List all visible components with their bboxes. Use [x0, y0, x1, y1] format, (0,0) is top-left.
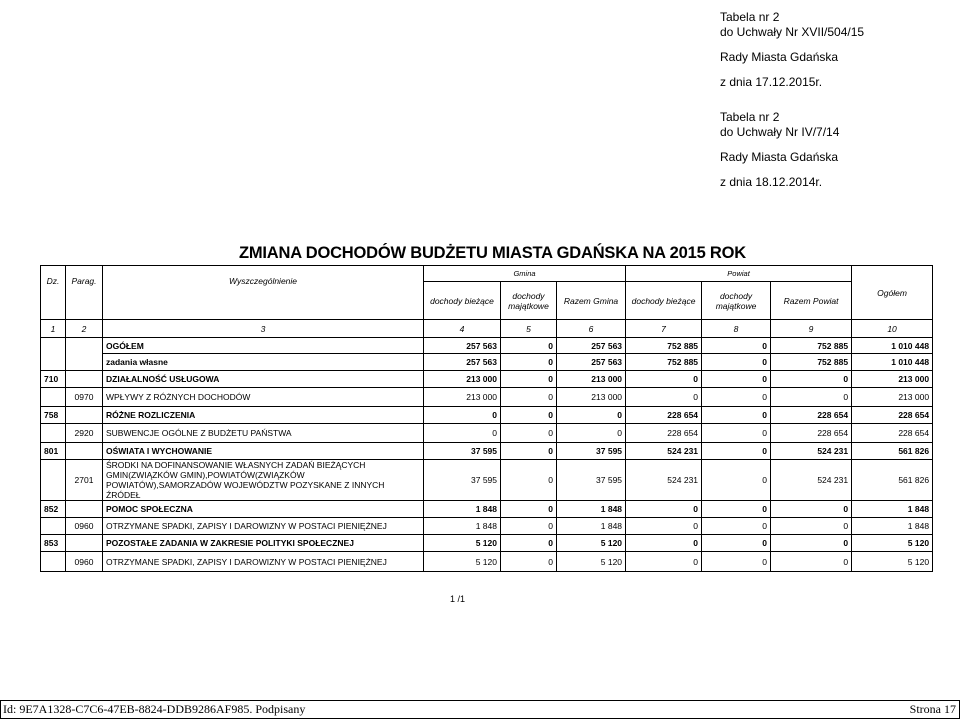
column-number: 7	[626, 320, 702, 338]
section-code: 801	[41, 443, 66, 460]
section-row	[41, 371, 933, 388]
paragraph-code: 0970	[66, 388, 103, 407]
cell-value: 752 885	[771, 338, 852, 354]
page-title: ZMIANA DOCHODÓW BUDŻETU MIASTA GDAŃSKA NA 2015 ROK	[239, 244, 747, 262]
cell-value: 0	[771, 388, 852, 407]
cell-value: 37 595	[424, 460, 501, 501]
col-header-powiat-capital: dochody majątkowe	[702, 282, 771, 320]
cell-value: 0	[501, 354, 557, 371]
header-line: Rady Miasta Gdańska	[720, 150, 839, 164]
column-number: 5	[501, 320, 557, 338]
cell-value: 752 885	[626, 354, 702, 371]
section-row	[41, 407, 933, 424]
cell-value: 524 231	[626, 443, 702, 460]
cell-value: 5 120	[424, 535, 501, 552]
row-label: POMOC SPOŁECZNA	[103, 501, 424, 518]
resolution-header	[720, 10, 864, 190]
cell-value: 5 120	[424, 552, 501, 572]
row-label: OTRZYMANE SPADKI, ZAPISY I DAROWIZNY W POSTACI PIENIĘŻNEJ	[103, 518, 424, 535]
cell-value: 0	[626, 535, 702, 552]
cell-value: 0	[771, 501, 852, 518]
row-label: OGÓŁEM	[103, 338, 424, 354]
column-number: 2	[66, 320, 103, 338]
cell-value: 213 000	[852, 388, 933, 407]
header-line: Rady Miasta Gdańska	[720, 50, 839, 64]
cell-value: 0	[501, 407, 557, 424]
page-indicator: Strona 17	[909, 702, 956, 716]
cell-value: 0	[702, 371, 771, 388]
col-header-powiat-total: Razem Powiat	[771, 282, 852, 320]
budget-table	[40, 265, 933, 572]
group-header-powiat: Powiat	[626, 266, 852, 282]
cell-value: 0	[501, 460, 557, 501]
cell-value: 0	[702, 424, 771, 443]
cell-value: 0	[702, 501, 771, 518]
cell-value: 0	[501, 443, 557, 460]
cell-value: 0	[501, 424, 557, 443]
header-line: z dnia 18.12.2014r.	[720, 175, 823, 189]
cell-value: 0	[702, 460, 771, 501]
cell-value: 524 231	[771, 443, 852, 460]
row-label: ŚRODKI NA DOFINANSOWANIE WŁASNYCH ZADAŃ BIEŻĄCYCH GMIN(ZWIĄZKÓW GMIN),POWIATÓW(ZWIĄZKÓW POWIATÓW),SAMORZADÓW WOJEWÓDZTW POZYSKANE Z INNYCH ŹRÓDEŁ	[103, 460, 424, 501]
header-line: do Uchwały Nr IV/7/14	[720, 125, 840, 139]
cell-value: 0	[771, 371, 852, 388]
table-row	[41, 354, 933, 371]
cell-value: 0	[424, 424, 501, 443]
cell-value: 5 120	[557, 552, 626, 572]
cell-value: 257 563	[557, 338, 626, 354]
cell-value: 0	[501, 552, 557, 572]
table-row	[41, 338, 933, 354]
cell-value: 228 654	[852, 424, 933, 443]
cell-value: 1 848	[852, 518, 933, 535]
cell-value: 213 000	[424, 388, 501, 407]
cell-value: 0	[626, 371, 702, 388]
cell-value: 228 654	[626, 424, 702, 443]
cell-value: 213 000	[557, 388, 626, 407]
cell-value: 752 885	[626, 338, 702, 354]
cell-value: 0	[501, 338, 557, 354]
cell-value: 0	[702, 338, 771, 354]
row-label: OŚWIATA I WYCHOWANIE	[103, 443, 424, 460]
cell-value: 0	[501, 501, 557, 518]
cell-value: 0	[771, 518, 852, 535]
column-number: 1	[41, 320, 66, 338]
cell-value: 1 848	[424, 518, 501, 535]
cell-value: 228 654	[771, 407, 852, 424]
cell-value: 257 563	[557, 354, 626, 371]
header-line: z dnia 17.12.2015r.	[720, 75, 823, 89]
paragraph-code: 0960	[66, 518, 103, 535]
section-code: 758	[41, 407, 66, 424]
row-label: DZIAŁALNOŚĆ USŁUGOWA	[103, 371, 424, 388]
cell-value: 0	[702, 443, 771, 460]
group-header-gmina: Gmina	[424, 266, 626, 282]
cell-value: 0	[626, 552, 702, 572]
header-line: do Uchwały Nr XVII/504/15	[720, 25, 865, 39]
cell-value: 1 848	[557, 501, 626, 518]
cell-value: 0	[702, 518, 771, 535]
page-number: 1 /1	[450, 594, 466, 604]
cell-value: 228 654	[626, 407, 702, 424]
section-code: 710	[41, 371, 66, 388]
cell-value: 524 231	[771, 460, 852, 501]
cell-value: 37 595	[557, 443, 626, 460]
cell-value: 1 848	[852, 501, 933, 518]
cell-value: 213 000	[852, 371, 933, 388]
column-number: 6	[557, 320, 626, 338]
cell-value: 0	[557, 407, 626, 424]
cell-value: 561 826	[852, 443, 933, 460]
section-row	[41, 501, 933, 518]
cell-value: 1 010 448	[852, 354, 933, 371]
cell-value: 524 231	[626, 460, 702, 501]
cell-value: 228 654	[771, 424, 852, 443]
column-number-row	[41, 320, 933, 338]
cell-value: 0	[501, 388, 557, 407]
row-label: WPŁYWY Z RÓŻNYCH DOCHODÓW	[103, 388, 424, 407]
cell-value: 0	[702, 535, 771, 552]
section-row	[41, 443, 933, 460]
table-row	[41, 424, 933, 443]
cell-value: 1 848	[424, 501, 501, 518]
section-code: 852	[41, 501, 66, 518]
cell-value: 561 826	[852, 460, 933, 501]
col-header-gmina-total: Razem Gmina	[557, 282, 626, 320]
table-row	[41, 518, 933, 535]
signature-footer	[0, 700, 960, 719]
cell-value: 0	[771, 552, 852, 572]
cell-value: 0	[501, 535, 557, 552]
cell-value: 0	[702, 388, 771, 407]
cell-value: 5 120	[852, 552, 933, 572]
cell-value: 0	[626, 388, 702, 407]
column-number: 9	[771, 320, 852, 338]
row-label: OTRZYMANE SPADKI, ZAPISY I DAROWIZNY W POSTACI PIENIĘŻNEJ	[103, 552, 424, 572]
cell-value: 752 885	[771, 354, 852, 371]
col-header-gmina-current: dochody bieżące	[424, 282, 501, 320]
table-row	[41, 460, 933, 501]
cell-value: 0	[702, 354, 771, 371]
cell-value: 1 848	[557, 518, 626, 535]
col-header-description: Wyszczególnienie	[103, 266, 424, 320]
cell-value: 213 000	[557, 371, 626, 388]
column-number: 4	[424, 320, 501, 338]
col-header-dz: Dz.	[41, 266, 66, 320]
cell-value: 0	[626, 518, 702, 535]
cell-value: 0	[501, 371, 557, 388]
cell-value: 228 654	[852, 407, 933, 424]
cell-value: 0	[501, 518, 557, 535]
table-header-group-row	[41, 266, 933, 282]
cell-value: 5 120	[557, 535, 626, 552]
cell-value: 5 120	[852, 535, 933, 552]
column-number: 10	[852, 320, 933, 338]
col-header-powiat-current: dochody bieżące	[626, 282, 702, 320]
cell-value: 0	[702, 552, 771, 572]
paragraph-code: 2920	[66, 424, 103, 443]
cell-value: 1 010 448	[852, 338, 933, 354]
column-number: 3	[103, 320, 424, 338]
table-row	[41, 388, 933, 407]
cell-value: 0	[626, 501, 702, 518]
section-code: 853	[41, 535, 66, 552]
row-label: RÓŻNE ROZLICZENIA	[103, 407, 424, 424]
row-label: zadania własne	[103, 354, 424, 371]
col-header-total: Ogółem	[852, 266, 933, 320]
col-header-parag: Parag.	[66, 266, 103, 320]
section-row	[41, 535, 933, 552]
cell-value: 0	[424, 407, 501, 424]
paragraph-code: 0960	[66, 552, 103, 572]
document-id: Id: 9E7A1328-C7C6-47EB-8824-DDB9286AF985. Podpisany	[3, 702, 306, 716]
cell-value: 37 595	[424, 443, 501, 460]
cell-value: 257 563	[424, 354, 501, 371]
cell-value: 213 000	[424, 371, 501, 388]
col-header-gmina-capital: dochody majątkowe	[501, 282, 557, 320]
header-line: Tabela nr 2	[720, 110, 780, 124]
row-label: POZOSTAŁE ZADANIA W ZAKRESIE POLITYKI SPOŁECZNEJ	[103, 535, 424, 552]
header-line: Tabela nr 2	[720, 10, 780, 24]
cell-value: 0	[771, 535, 852, 552]
paragraph-code: 2701	[66, 460, 103, 501]
cell-value: 0	[702, 407, 771, 424]
cell-value: 0	[557, 424, 626, 443]
cell-value: 257 563	[424, 338, 501, 354]
cell-value: 37 595	[557, 460, 626, 501]
row-label: SUBWENCJE OGÓLNE Z BUDŻETU PAŃSTWA	[103, 424, 424, 443]
table-row	[41, 552, 933, 572]
column-number: 8	[702, 320, 771, 338]
